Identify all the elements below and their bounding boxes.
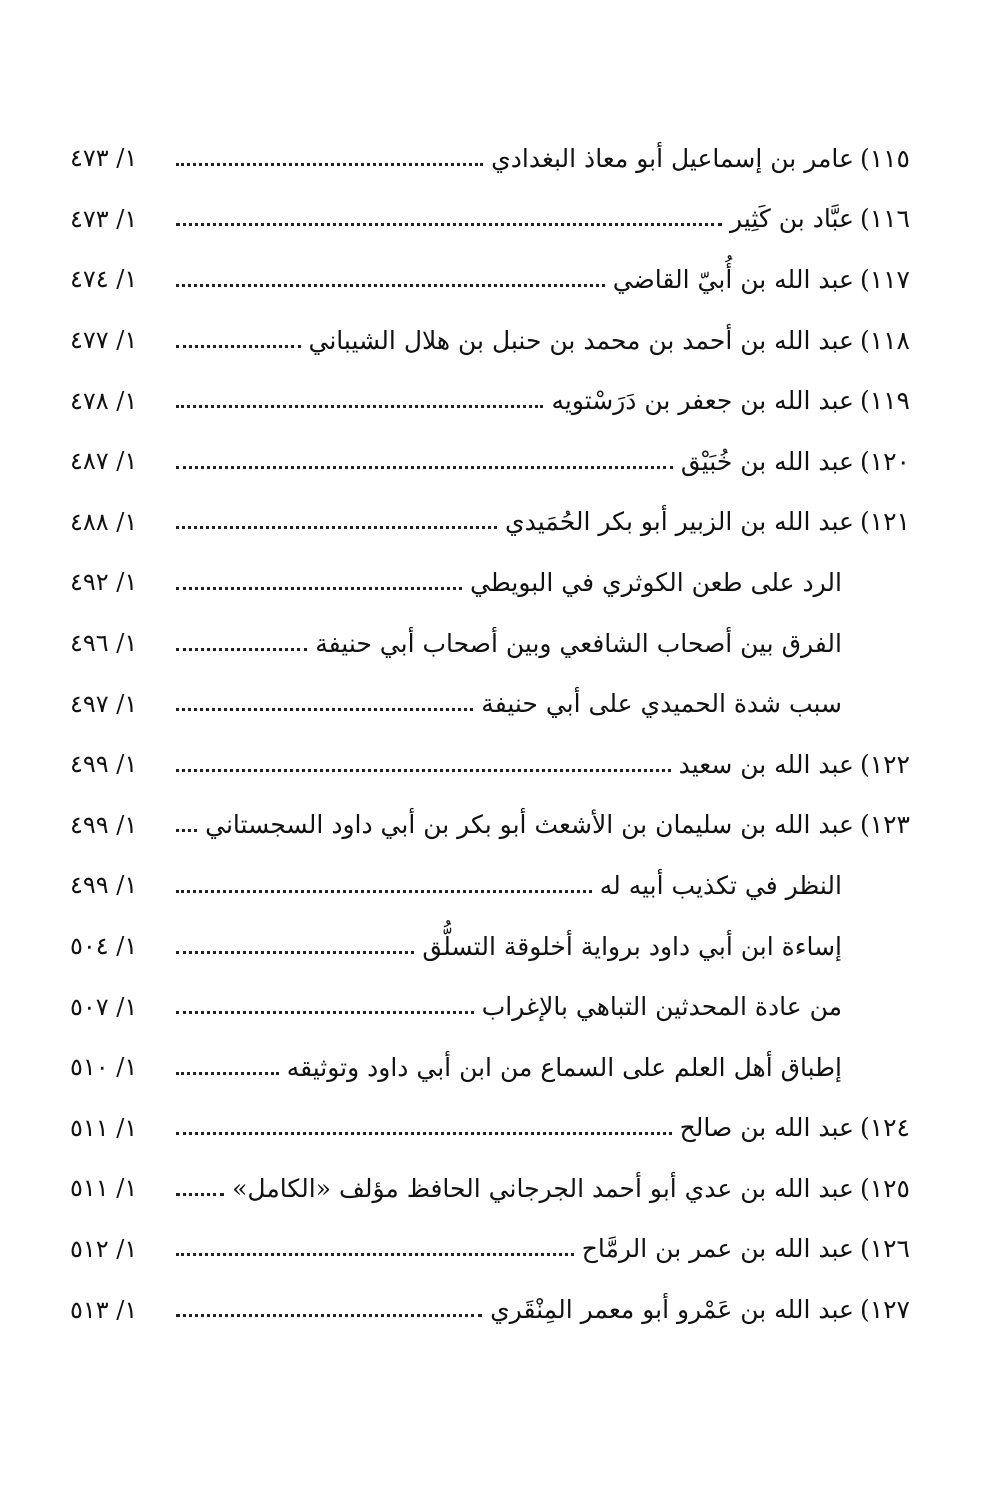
entry-title: عبد الله بن عَمْرو أبو معمر المِنْقَري [490, 1295, 854, 1325]
toc-subentry [599, 870, 842, 900]
page-reference: ١/ ٥١١ [70, 1174, 138, 1203]
subentry-title: الرد على طعن الكوثري في البويطي [470, 567, 842, 597]
toc-entry [678, 749, 910, 779]
leader-dots [176, 708, 473, 711]
entry-title: عبد الله بن أُبيّ القاضي [612, 264, 854, 294]
page-reference: ١/ ٤٧٤ [70, 265, 138, 294]
entry-title: عبد الله بن سعيد [678, 749, 854, 779]
toc-row [70, 795, 910, 856]
entry-title: عبد الله بن جعفر بن دَرَسْتويه [551, 386, 854, 416]
entry-title: عبد الله بن سليمان بن الأشعث أبو بكر بن أبي داود السجستاني [205, 810, 854, 840]
leader-dots [176, 890, 592, 893]
toc-entry [505, 507, 910, 537]
toc-subrow [70, 855, 910, 916]
entry-title: عامر بن إسماعيل أبو معاذ البغدادي [491, 143, 854, 173]
toc-entry [680, 446, 910, 476]
toc-entry [491, 143, 910, 173]
toc-subrow [70, 976, 910, 1037]
toc-subrow [70, 673, 910, 734]
toc-row [70, 1279, 910, 1340]
toc-subentry [315, 628, 842, 658]
subentry-title: من عادة المحدثين التباهي بالإغراب [481, 992, 842, 1022]
page-reference: ١/ ٤٩٢ [70, 568, 138, 597]
page-reference: ١/ ٤٩٧ [70, 689, 138, 718]
leader-dots [176, 284, 605, 287]
entry-number: ١٢٧) [859, 1295, 910, 1325]
leader-dots [176, 466, 673, 469]
toc-row [70, 1158, 910, 1219]
page-reference: ١/ ٤٩٩ [70, 810, 138, 839]
entry-title: عبد الله بن أحمد بن محمد بن حنبل بن هلال الشيباني [308, 325, 854, 355]
toc-row [70, 734, 910, 795]
page-reference: ١/ ٤٧٧ [70, 326, 138, 355]
toc-subrow [70, 613, 910, 674]
subentry-title: النظر في تكذيب أبيه له [599, 870, 842, 900]
toc-row [70, 370, 910, 431]
page-reference: ١/ ٥٠٤ [70, 932, 138, 961]
toc-entry [612, 264, 910, 294]
toc-subentry [422, 931, 842, 961]
toc-entry [730, 204, 910, 234]
toc-entry [490, 1295, 910, 1325]
toc-row [70, 1098, 910, 1159]
toc-row [70, 310, 910, 371]
toc-entry [551, 386, 910, 416]
page-reference: ١/ ٤٩٩ [70, 750, 138, 779]
subentry-title: سبب شدة الحميدي على أبي حنيفة [481, 689, 842, 719]
entry-number: ١٢٠) [859, 446, 910, 476]
leader-dots [176, 587, 462, 590]
leader-dots [176, 951, 414, 954]
leader-dots [176, 163, 483, 166]
leader-dots [176, 1253, 574, 1256]
entry-number: ١٢٤) [859, 1113, 910, 1143]
subentry-title: إطباق أهل العلم على السماع من ابن أبي داود وتوثيقه [286, 1052, 842, 1082]
leader-dots [176, 526, 497, 529]
toc-entry [308, 325, 911, 355]
page-reference: ١/ ٥١٠ [70, 1053, 138, 1082]
leader-dots [176, 1132, 672, 1135]
subentry-title: الفرق بين أصحاب الشافعي وبين أصحاب أبي حنيفة [315, 628, 842, 658]
entry-number: ١٢٣) [859, 810, 910, 840]
toc-row [70, 492, 910, 553]
entry-number: ١١٥) [859, 143, 910, 173]
entry-number: ١٢٥) [859, 1173, 910, 1203]
toc-entry [232, 1173, 910, 1203]
toc-row [70, 128, 910, 189]
page-reference: ١/ ٥٠٧ [70, 992, 138, 1021]
leader-dots [176, 648, 307, 651]
leader-dots [176, 1193, 224, 1196]
entry-number: ١١٦) [859, 204, 910, 234]
toc-subrow [70, 916, 910, 977]
entry-title: عبد الله بن الزبير أبو بكر الحُمَيدي [505, 507, 854, 537]
leader-dots [176, 1072, 279, 1075]
subentry-title: إساءة ابن أبي داود برواية أخلوقة التسلُّق [422, 931, 842, 961]
page-reference: ١/ ٥١٢ [70, 1234, 138, 1263]
leader-dots [176, 769, 671, 772]
entry-title: عبَّاد بن كَثِير [730, 204, 854, 234]
entry-title: عبد الله بن خُبَيْق [680, 446, 854, 476]
toc-entry [205, 810, 910, 840]
toc-subrow [70, 552, 910, 613]
entry-title: عبد الله بن عدي أبو أحمد الجرجاني الحافظ مؤلف «الكامل» [232, 1173, 854, 1203]
toc-entry [679, 1113, 910, 1143]
leader-dots [176, 345, 301, 348]
page-reference: ١/ ٤٨٧ [70, 447, 138, 476]
entry-title: عبد الله بن صالح [679, 1113, 854, 1143]
toc-subentry [470, 567, 842, 597]
toc-subentry [481, 992, 842, 1022]
table-of-contents [70, 128, 910, 1340]
entry-number: ١١٨) [859, 325, 910, 355]
page-reference: ١/ ٤٨٨ [70, 507, 138, 536]
leader-dots [176, 1011, 474, 1014]
leader-dots [176, 405, 543, 408]
leader-dots [176, 829, 197, 832]
page-reference: ١/ ٤٧٣ [70, 144, 138, 173]
page-reference: ١/ ٤٧٣ [70, 204, 138, 233]
entry-number: ١١٧) [859, 264, 910, 294]
toc-row [70, 189, 910, 250]
entry-number: ١١٩) [859, 386, 910, 416]
entry-number: ١٢٦) [859, 1234, 910, 1264]
leader-dots [176, 1314, 482, 1317]
page-reference: ١/ ٥١١ [70, 1113, 138, 1142]
toc-row [70, 1219, 910, 1280]
entry-title: عبد الله بن عمر بن الرمَّاح [581, 1234, 854, 1264]
toc-subentry [481, 689, 842, 719]
page-reference: ١/ ٤٧٨ [70, 386, 138, 415]
toc-row [70, 431, 910, 492]
page-reference: ١/ ٥١٣ [70, 1295, 138, 1324]
leader-dots [176, 223, 722, 226]
page-reference: ١/ ٤٩٩ [70, 871, 138, 900]
toc-subrow [70, 1037, 910, 1098]
toc-entry [581, 1234, 910, 1264]
toc-row [70, 249, 910, 310]
entry-number: ١٢١) [859, 507, 910, 537]
toc-subentry [286, 1052, 842, 1082]
entry-number: ١٢٢) [859, 749, 910, 779]
page-reference: ١/ ٤٩٦ [70, 629, 138, 658]
